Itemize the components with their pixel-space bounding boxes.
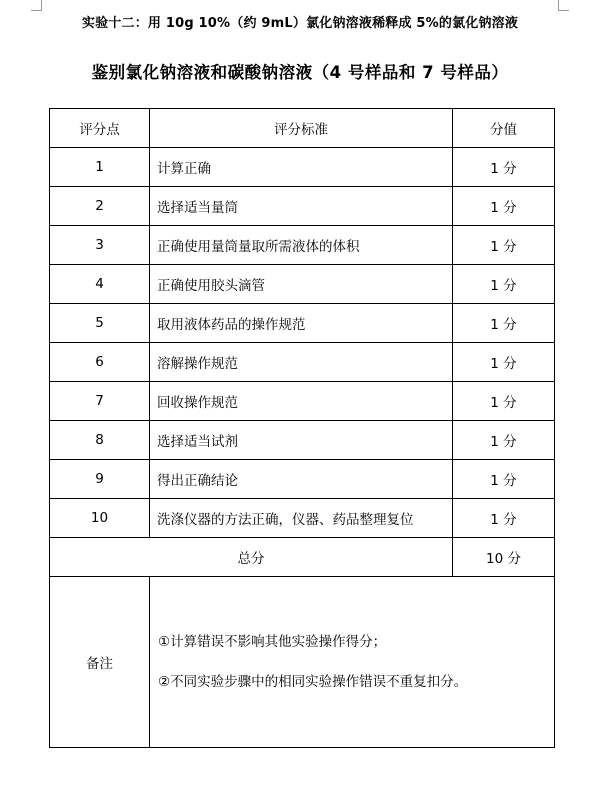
total-label: 总分	[50, 538, 453, 577]
row-point: 6	[50, 343, 150, 382]
row-point: 3	[50, 226, 150, 265]
row-criterion: 正确使用胶头滴管	[150, 265, 453, 304]
notes-row	[50, 577, 555, 748]
total-score: 10 分	[453, 538, 555, 577]
row-criterion: 取用液体药品的操作规范	[150, 304, 453, 343]
row-score: 1 分	[453, 499, 555, 538]
table-row	[50, 265, 555, 304]
table-row	[50, 421, 555, 460]
table-row	[50, 304, 555, 343]
row-score: 1 分	[453, 148, 555, 187]
row-criterion: 选择适当试剂	[150, 421, 453, 460]
row-score: 1 分	[453, 382, 555, 421]
row-score: 1 分	[453, 343, 555, 382]
row-score: 1 分	[453, 421, 555, 460]
row-point: 10	[50, 499, 150, 538]
notes-label: 备注	[50, 577, 150, 748]
margin-corner-mark	[558, 0, 569, 11]
row-criterion: 正确使用量筒量取所需液体的体积	[150, 226, 453, 265]
row-score: 1 分	[453, 460, 555, 499]
document-title: 实验十二：用 10g 10%（约 9mL）氯化钠溶液稀释成 5%的氯化钠溶液	[81, 16, 519, 31]
table-row	[50, 226, 555, 265]
row-criterion: 选择适当量筒	[150, 187, 453, 226]
row-criterion: 溶解操作规范	[150, 343, 453, 382]
table-row	[50, 148, 555, 187]
table-row	[50, 499, 555, 538]
table-header-row	[50, 109, 555, 148]
notes-content	[150, 577, 555, 748]
table-row	[50, 460, 555, 499]
header-scoring-point: 评分点	[50, 109, 150, 148]
margin-corner-mark	[31, 0, 42, 11]
scoring-table	[49, 108, 555, 748]
row-score: 1 分	[453, 304, 555, 343]
table-row	[50, 382, 555, 421]
row-point: 2	[50, 187, 150, 226]
row-criterion: 洗涤仪器的方法正确，仪器、药品整理复位	[150, 499, 453, 538]
document-subtitle: 鉴别氯化钠溶液和碳酸钠溶液（4 号样品和 7 号样品）	[91, 63, 509, 82]
row-score: 1 分	[453, 226, 555, 265]
row-point: 5	[50, 304, 150, 343]
row-point: 9	[50, 460, 150, 499]
row-criterion: 得出正确结论	[150, 460, 453, 499]
table-row	[50, 343, 555, 382]
row-point: 7	[50, 382, 150, 421]
note-item: ②不同实验步骤中的相同实验操作错误不重复扣分。	[158, 674, 468, 690]
row-point: 4	[50, 265, 150, 304]
header-score: 分值	[453, 109, 555, 148]
row-score: 1 分	[453, 187, 555, 226]
row-point: 1	[50, 148, 150, 187]
row-criterion: 计算正确	[150, 148, 453, 187]
header-scoring-criterion: 评分标准	[150, 109, 453, 148]
row-score: 1 分	[453, 265, 555, 304]
note-item: ①计算错误不影响其他实验操作得分；	[158, 634, 387, 650]
row-criterion: 回收操作规范	[150, 382, 453, 421]
table-row	[50, 187, 555, 226]
total-row	[50, 538, 555, 577]
row-point: 8	[50, 421, 150, 460]
